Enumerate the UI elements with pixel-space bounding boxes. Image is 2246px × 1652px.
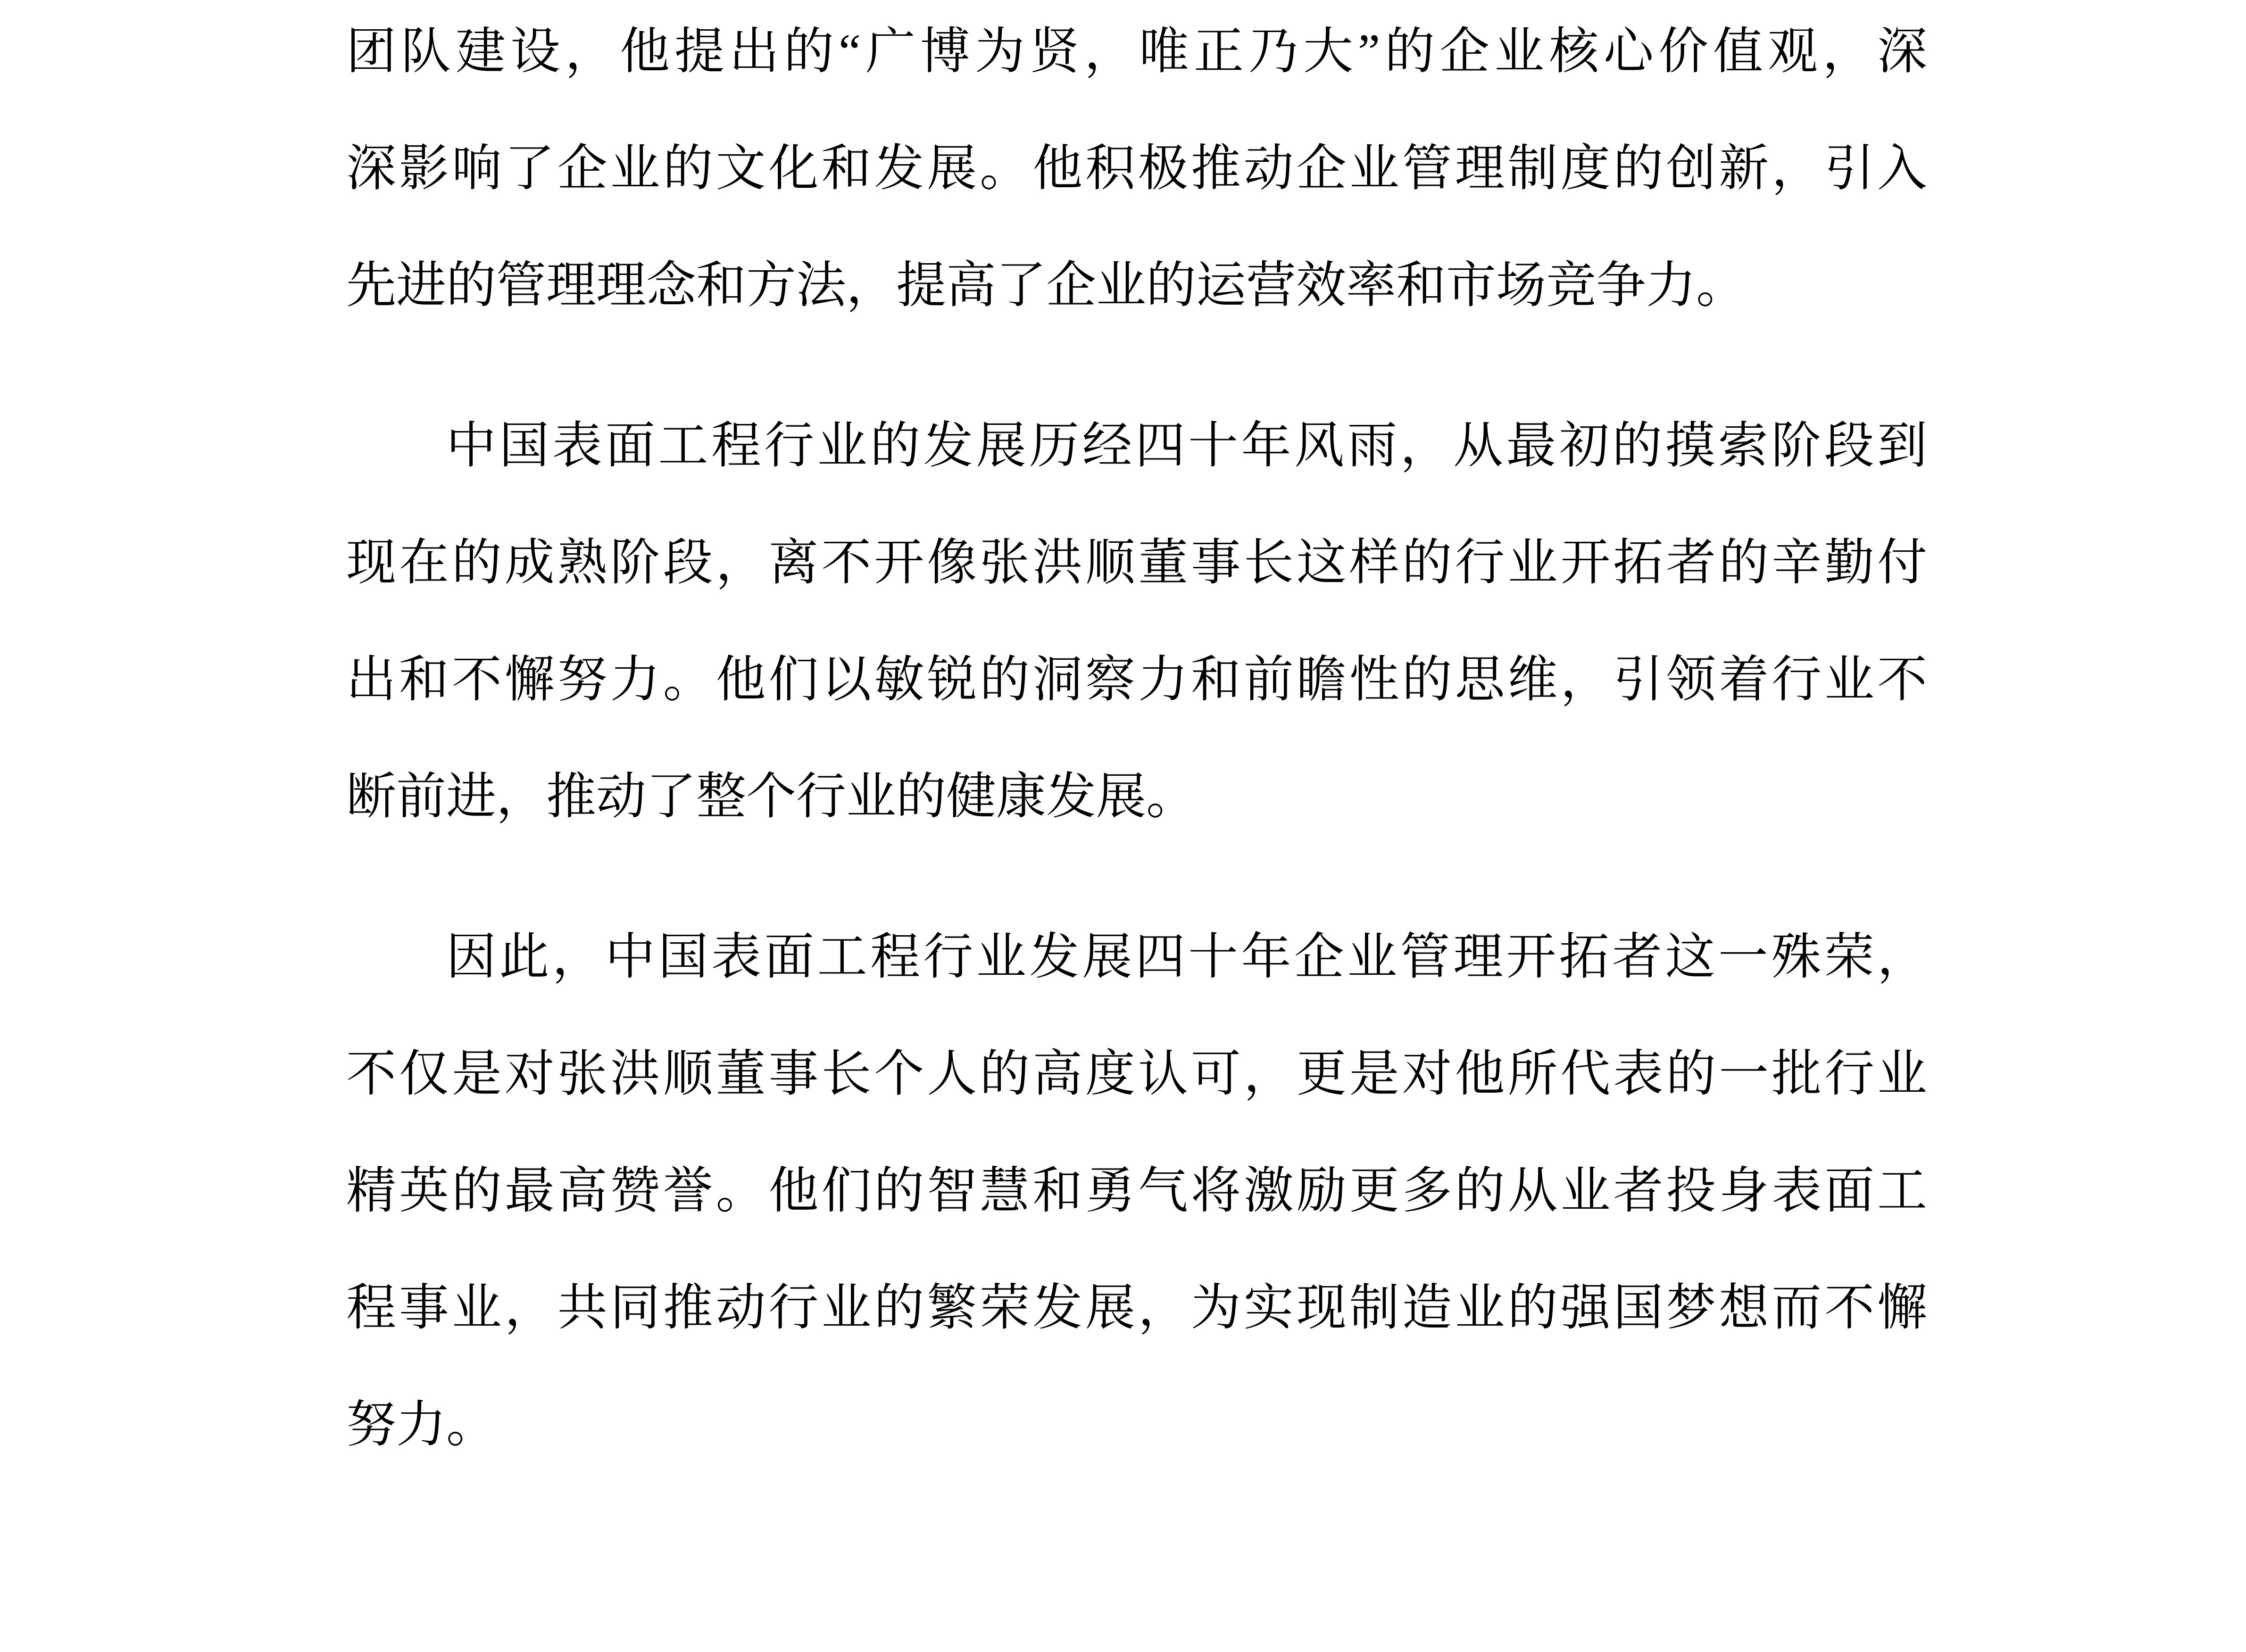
text-line: 程事业，共同推动行业的繁荣发展，为实现制造业的强国梦想而不懈 <box>346 1280 1927 1336</box>
text-line: 深影响了企业的文化和发展。他积极推动企业管理制度的创新，引入 <box>346 141 1927 196</box>
text-line: 因此，中国表面工程行业发展四十年企业管理开拓者这一殊荣， <box>446 930 1927 985</box>
text-line: 断前进，推动了整个行业的健康发展。 <box>346 769 1196 824</box>
text-line: 不仅是对张洪顺董事长个人的高度认可，更是对他所代表的一批行业 <box>346 1046 1927 1102</box>
paragraph <box>346 0 1927 344</box>
paragraph <box>346 388 1927 855</box>
text-line: 团队建设，他提出的“广博为贤，唯正乃大”的企业核心价值观，深 <box>346 24 1927 79</box>
text-line: 现在的成熟阶段，离不开像张洪顺董事长这样的行业开拓者的辛勤付 <box>346 535 1927 590</box>
text-line: 努力。 <box>346 1397 496 1453</box>
document-body-text <box>346 0 1927 1484</box>
paragraph <box>346 899 1927 1484</box>
text-line: 中国表面工程行业的发展历经四十年风雨，从最初的摸索阶段到 <box>446 418 1927 473</box>
text-line: 出和不懈努力。他们以敏锐的洞察力和前瞻性的思维，引领着行业不 <box>346 652 1927 707</box>
text-line: 先进的管理理念和方法，提高了企业的运营效率和市场竞争力。 <box>346 258 1746 313</box>
text-line: 精英的最高赞誉。他们的智慧和勇气将激励更多的从业者投身表面工 <box>346 1163 1927 1219</box>
